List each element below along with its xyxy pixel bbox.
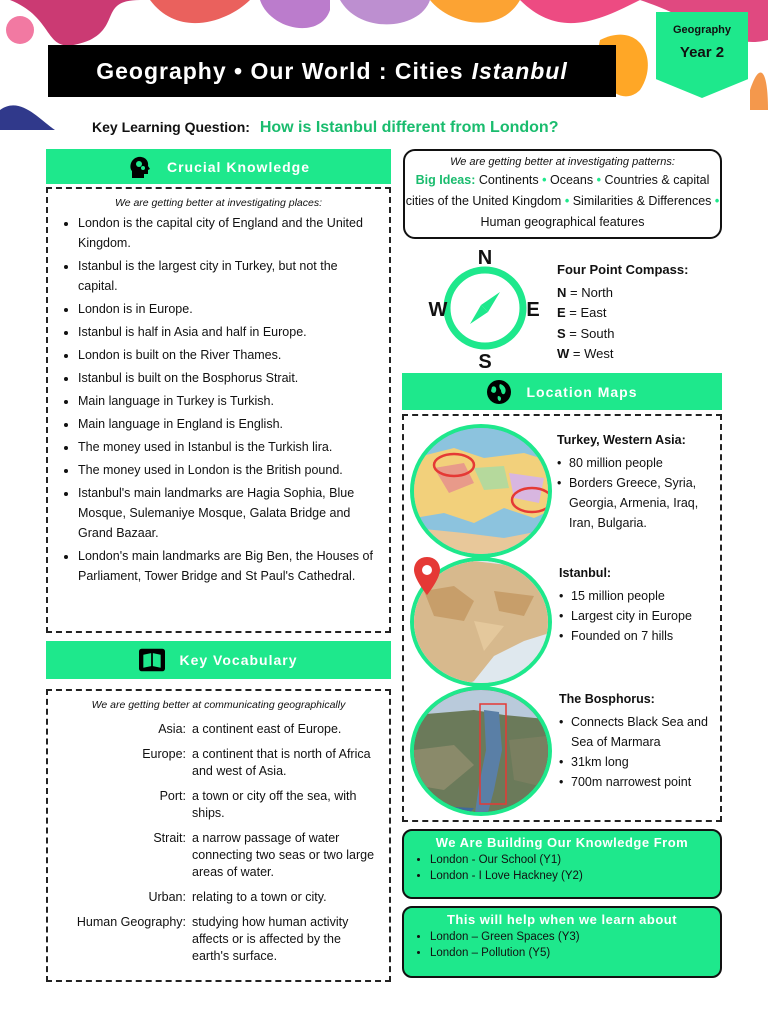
compass-key-row: E = East: [557, 305, 607, 320]
list-item: • London is built on the River Thames.: [78, 345, 379, 365]
bosphorus-info: [559, 689, 722, 792]
location-maps-title: Location Maps: [526, 383, 638, 400]
list-item: • Istanbul is half in Asia and half in Europe.: [78, 322, 379, 342]
vocab-definition: relating to a town or city.: [192, 890, 327, 904]
vocab-row: [48, 830, 389, 881]
list-item: • Istanbul's main landmarks are Hagia Sophia, Blue Mosque, Sulemaniye Mosque, Galata Bridge and Grand Bazaar.: [78, 483, 379, 543]
learn-about-box: [402, 906, 722, 978]
compass-letter-e: E: [526, 299, 540, 321]
building-knowledge-box: [402, 829, 722, 899]
big-idea-item: Countries & capital cities of the United Kingdom: [405, 173, 710, 208]
list-item: • Istanbul is the largest city in Turkey, but not the capital.: [78, 256, 379, 296]
globe-icon: [486, 379, 512, 405]
building-knowledge-heading: We Are Building Our Knowledge From: [435, 835, 689, 850]
page-title: [48, 45, 616, 97]
list-item: • London's main landmarks are Big Ben, the Houses of Parliament, Tower Bridge and St Paul's Cathedral.: [78, 546, 379, 586]
list-item: • 31km long: [569, 752, 722, 772]
list-item: • Main language in Turkey is Turkish.: [78, 391, 379, 411]
list-item: • Istanbul is built on the Bosphorus Strait.: [78, 368, 379, 388]
europe-map-image: [410, 424, 552, 558]
list-item: • 700m narrowest point: [569, 772, 722, 792]
compass-letter-w: W: [428, 299, 448, 321]
list-item: • London – Green Spaces (Y3): [430, 929, 720, 945]
key-question-label: Key Learning Question:: [92, 119, 250, 135]
list-item: • Largest city in Europe: [569, 606, 722, 626]
list-item: • The money used in Istanbul is the Turkish lira.: [78, 437, 379, 457]
vocab-row: [48, 788, 389, 822]
compass-key-heading: Four Point Compass:: [557, 262, 689, 277]
subject-label: Geography: [672, 24, 732, 36]
vocab-row: [48, 721, 389, 738]
key-vocabulary-header: [46, 641, 391, 679]
vocab-definition: studying how human activity affects or is affected by the earth's surface.: [192, 915, 349, 963]
location-maps-header: [402, 373, 722, 410]
list-item: • London is in Europe.: [78, 299, 379, 319]
list-item: • London is the capital city of England and the United Kingdom.: [78, 213, 379, 253]
year-label: Year 2: [679, 44, 725, 61]
key-learning-question: [92, 119, 558, 137]
big-ideas-label: Big Ideas:: [415, 173, 476, 187]
vocab-term: Europe:: [142, 747, 186, 761]
open-book-icon: [139, 647, 165, 673]
compass-icon: [420, 244, 550, 372]
vocab-term: Urban:: [148, 890, 186, 904]
turkey-heading: Turkey, Western Asia:: [557, 433, 686, 447]
title-city: Istanbul: [471, 57, 568, 84]
big-ideas-intro: We are getting better at investigating patterns:: [450, 156, 675, 168]
key-vocabulary-intro: We are getting better at communicating geographically: [91, 699, 346, 711]
key-vocabulary-panel: [46, 689, 391, 982]
big-idea-item: Continents: [478, 173, 539, 187]
vocab-definition: a continent east of Europe.: [192, 722, 342, 736]
turkey-info: [557, 430, 722, 533]
big-idea-item: Human geographical features: [480, 215, 645, 229]
bosphorus-heading: The Bosphorus:: [559, 692, 655, 706]
list-item: • Founded on 7 hills: [569, 626, 722, 646]
key-question-text: How is Istanbul different from London?: [259, 119, 559, 136]
title-main: Geography • Our World : Cities: [96, 57, 464, 84]
year-badge: [656, 12, 748, 98]
istanbul-heading: Istanbul:: [559, 566, 612, 580]
key-vocabulary-title: Key Vocabulary: [179, 652, 298, 668]
vocab-definition: a narrow passage of water connecting two seas or two large areas of water.: [192, 831, 375, 879]
list-item: • 15 million people: [569, 586, 722, 606]
vocab-term: Human Geography:: [76, 915, 186, 929]
list-item: • London – Pollution (Y5): [430, 945, 720, 961]
compass-key: [557, 260, 688, 365]
list-item: • London - I Love Hackney (Y2): [430, 868, 720, 884]
compass-letter-n: N: [477, 247, 493, 269]
vocab-row: [48, 889, 389, 906]
istanbul-info: [559, 563, 722, 646]
head-gears-icon: [127, 154, 153, 180]
vocab-term: Asia:: [158, 722, 186, 736]
list-item: • The money used in London is the British pound.: [78, 460, 379, 480]
big-idea-item: Oceans: [549, 173, 594, 187]
compass-key-row: W = West: [557, 346, 614, 361]
compass-key-row: S = South: [557, 325, 615, 341]
list-item: • Borders Greece, Syria, Georgia, Armenia, Iraq, Iran, Bulgaria.: [567, 473, 722, 533]
vocab-row: [48, 914, 389, 965]
vocab-definition: a continent that is north of Africa and west of Asia.: [192, 747, 371, 778]
map-pin-icon: [412, 557, 442, 595]
vocab-term: Strait:: [153, 831, 186, 845]
vocab-definition: a town or city off the sea, with ships.: [192, 789, 357, 820]
compass-letter-s: S: [478, 351, 492, 372]
vocab-row: [48, 746, 389, 780]
learn-about-heading: This will help when we learn about: [446, 912, 678, 927]
crucial-knowledge-list: [48, 213, 389, 586]
list-item: • London - Our School (Y1): [430, 852, 720, 868]
big-idea-item: Similarities & Differences: [572, 194, 712, 208]
list-item: • Main language in England is English.: [78, 414, 379, 434]
crucial-knowledge-intro: We are getting better at investigating places:: [114, 197, 322, 209]
crucial-knowledge-title: Crucial Knowledge: [166, 158, 311, 175]
big-ideas-box: We are getting better at investigating patterns: Big Ideas: Continents • Oceans • Countries & capital cities of the United Kingdom • Similarities & Differences • Human geographical features: [403, 149, 722, 239]
list-item: • Connects Black Sea and Sea of Marmara: [569, 712, 722, 752]
vocab-term: Port:: [159, 789, 186, 803]
bosphorus-satellite-image: [410, 686, 552, 816]
crucial-knowledge-panel: [46, 187, 391, 633]
list-item: • 80 million people: [567, 453, 722, 473]
compass-key-row: N = North: [557, 284, 614, 300]
crucial-knowledge-header: [46, 149, 391, 184]
